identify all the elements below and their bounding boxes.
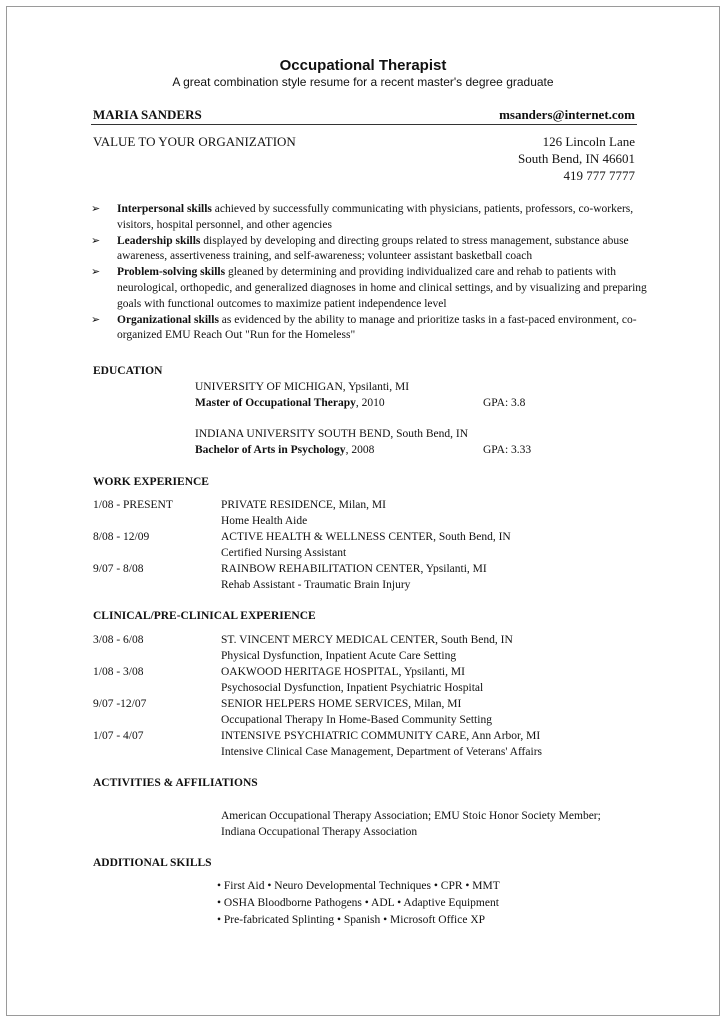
degree-year: , 2008: [345, 444, 375, 456]
school-name: UNIVERSITY OF MICHIGAN, Ypsilanti, MI: [195, 381, 410, 393]
clinical-site: SENIOR HELPERS HOME SERVICES, Milan, MI: [221, 698, 462, 710]
degree-name: Master of Occupational Therapy: [195, 397, 356, 409]
list-item: [91, 265, 651, 312]
skill-text: as evidenced by the ability to manage and prioritize tasks in a fast-paced environment, co-organized EMU Reach Out "Run for the Homeless": [117, 313, 637, 342]
clinical-site: OAKWOOD HERITAGE HOSPITAL, Ypsilanti, MI: [221, 666, 465, 678]
additional-skills-heading: ADDITIONAL SKILLS: [93, 857, 212, 869]
job-role: Rehab Assistant - Traumatic Brain Injury: [221, 579, 411, 591]
job-dates: 9/07 - 8/08: [93, 563, 144, 575]
clinical-dates: 1/08 - 3/08: [93, 666, 144, 678]
list-item: [91, 234, 651, 266]
skill-text: displayed by developing and directing groups related to stress management, substance abuse awareness, assertiveness training, and self-awareness; volunteer assistant basketball coach: [117, 234, 629, 263]
skill-text: achieved by successfully communicating with physicians, patients, professors, co-workers, visitors, hospital personnel, and other agencies: [117, 203, 634, 231]
clinical-experience-heading: CLINICAL/PRE-CLINICAL EXPERIENCE: [93, 610, 316, 622]
job-employer: PRIVATE RESIDENCE, Milan, MI: [221, 499, 386, 511]
clinical-setting: Physical Dysfunction, Inpatient Acute Care Setting: [221, 650, 457, 662]
candidate-name: MARIA SANDERS: [93, 107, 202, 122]
additional-skills-line: • First Aid • Neuro Developmental Techniques • CPR • MMT: [217, 880, 500, 892]
clinical-dates: 3/08 - 6/08: [93, 634, 144, 646]
arrow-bullet-icon: ➢: [91, 234, 101, 247]
degree-line: [195, 397, 385, 409]
objective-heading: VALUE TO YOUR ORGANIZATION: [93, 134, 296, 149]
job-role: Certified Nursing Assistant: [221, 547, 347, 559]
arrow-bullet-icon: ➢: [91, 266, 101, 279]
job-employer: ACTIVE HEALTH & WELLNESS CENTER, South Bend, IN: [221, 531, 511, 543]
additional-skills-line: • OSHA Bloodborne Pathogens • ADL • Adaptive Equipment: [217, 897, 499, 909]
clinical-setting: Occupational Therapy In Home-Based Community Setting: [221, 714, 492, 726]
education-heading: EDUCATION: [93, 365, 163, 377]
phone-number: 419 777 7777: [563, 168, 635, 183]
skill-text: gleaned by determining and providing individualized care and rehab to patients with neurological, orthopedic, and generalized diagnoses in home and clinical settings, and by visualizing and preparing goals with functional outcomes to maximize patient independence level: [117, 266, 647, 310]
clinical-setting: Intensive Clinical Case Management, Department of Veterans' Affairs: [221, 746, 542, 758]
clinical-site: ST. VINCENT MERCY MEDICAL CENTER, South Bend, IN: [221, 634, 513, 646]
degree-name: Bachelor of Arts in Psychology: [195, 444, 346, 456]
skill-title: Problem-solving skills: [117, 266, 226, 279]
clinical-dates: 9/07 -12/07: [93, 698, 147, 710]
degree-year: , 2010: [355, 397, 385, 409]
job-dates: 8/08 - 12/09: [93, 531, 150, 543]
address-line-2: South Bend, IN 46601: [518, 151, 635, 166]
activities-line-2: Indiana Occupational Therapy Association: [221, 826, 418, 838]
degree-line: [195, 444, 374, 456]
list-item: [91, 313, 651, 345]
skills-summary-list: [91, 202, 651, 344]
job-role: Home Health Aide: [221, 515, 308, 527]
clinical-dates: 1/07 - 4/07: [93, 730, 144, 742]
arrow-bullet-icon: ➢: [91, 313, 101, 326]
resume-subtitle: A great combination style resume for a recent master's degree graduate: [172, 75, 554, 89]
candidate-email: msanders@internet.com: [499, 107, 635, 122]
skill-title: Organizational skills: [117, 313, 219, 326]
header-divider: [91, 124, 637, 125]
address-line-1: 126 Lincoln Lane: [542, 134, 635, 149]
arrow-bullet-icon: ➢: [91, 203, 101, 215]
job-dates: 1/08 - PRESENT: [93, 499, 173, 511]
work-experience-heading: WORK EXPERIENCE: [93, 476, 209, 488]
activities-line-1: American Occupational Therapy Association; EMU Stoic Honor Society Member;: [221, 810, 601, 822]
skill-title: Leadership skills: [117, 234, 201, 247]
additional-skills-line: • Pre-fabricated Splinting • Spanish • Microsoft Office XP: [217, 914, 486, 926]
job-employer: RAINBOW REHABILITATION CENTER, Ypsilanti, MI: [221, 563, 487, 575]
school-name: INDIANA UNIVERSITY SOUTH BEND, South Bend, IN: [195, 428, 469, 440]
gpa-value: GPA: 3.33: [483, 444, 532, 456]
skill-title: Interpersonal skills: [117, 203, 212, 215]
resume-title: Occupational Therapist: [279, 57, 447, 74]
clinical-setting: Psychosocial Dysfunction, Inpatient Psychiatric Hospital: [221, 682, 484, 694]
clinical-site: INTENSIVE PSYCHIATRIC COMMUNITY CARE, Ann Arbor, MI: [221, 730, 541, 742]
list-item: [91, 202, 651, 234]
resume-page: [6, 6, 720, 1016]
activities-heading: ACTIVITIES & AFFILIATIONS: [93, 777, 258, 789]
gpa-value: GPA: 3.8: [483, 397, 526, 409]
